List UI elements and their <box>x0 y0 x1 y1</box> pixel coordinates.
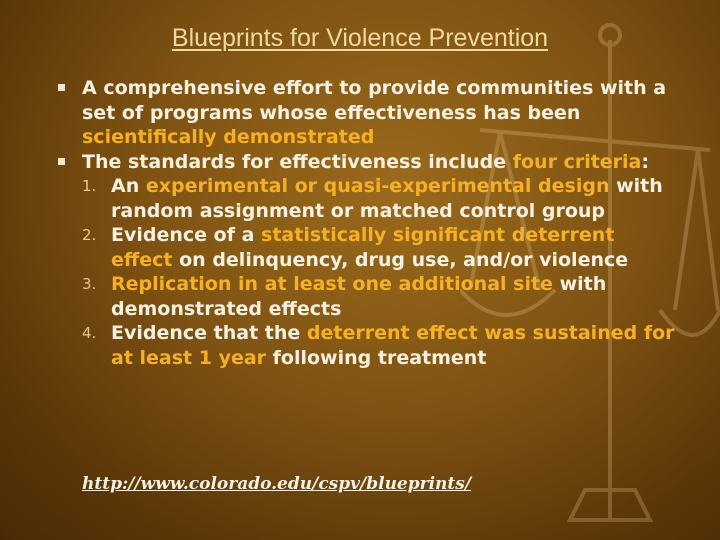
criterion-text: Evidence of a <box>111 224 262 246</box>
criterion-text: following treatment <box>266 346 487 369</box>
criterion-text: Evidence that the <box>111 322 307 344</box>
criterion-item <box>58 223 678 272</box>
blueprints-link[interactable]: http://www.colorado.edu/cspv/blueprints/ <box>82 474 472 494</box>
square-bullet-icon <box>58 84 65 91</box>
bullet-item <box>58 150 678 175</box>
criterion-number: 2. <box>82 226 97 244</box>
criterion-item <box>58 174 678 223</box>
slide-title: Blueprints for Violence Prevention <box>171 24 549 52</box>
criterion-highlight: statistically significant deterrent effect <box>111 224 615 271</box>
criterion-text: with random assignment or matched control group <box>111 175 663 222</box>
criterion-text: on delinquency, drug use, and/or violence <box>172 248 629 271</box>
criterion-highlight: deterrent effect was sustained for at least 1 year <box>111 322 675 369</box>
criterion-item <box>58 272 678 321</box>
criterion-text: with demonstrated effects <box>111 273 607 320</box>
square-bullet-icon <box>58 158 65 165</box>
criterion-highlight: experimental or quasi-experimental design <box>145 175 610 197</box>
criterion-number: 3. <box>82 275 97 293</box>
bullet-text: A comprehensive effort to provide communities with a set of programs whose effectiveness has been <box>82 77 667 124</box>
bullet-item <box>58 76 678 150</box>
bullet-text: : <box>641 150 649 173</box>
bullet-text: The standards for effectiveness include <box>82 150 513 173</box>
bullet-highlight: scientifically demonstrated <box>82 126 375 148</box>
criterion-item <box>58 321 678 370</box>
bullet-highlight: four criteria <box>512 150 642 173</box>
criterion-number: 4. <box>82 324 97 342</box>
criterion-highlight: Replication in at least one additional site <box>111 273 553 295</box>
slide-body <box>58 76 678 370</box>
criterion-text: An <box>111 175 146 197</box>
criterion-number: 1. <box>82 177 97 195</box>
